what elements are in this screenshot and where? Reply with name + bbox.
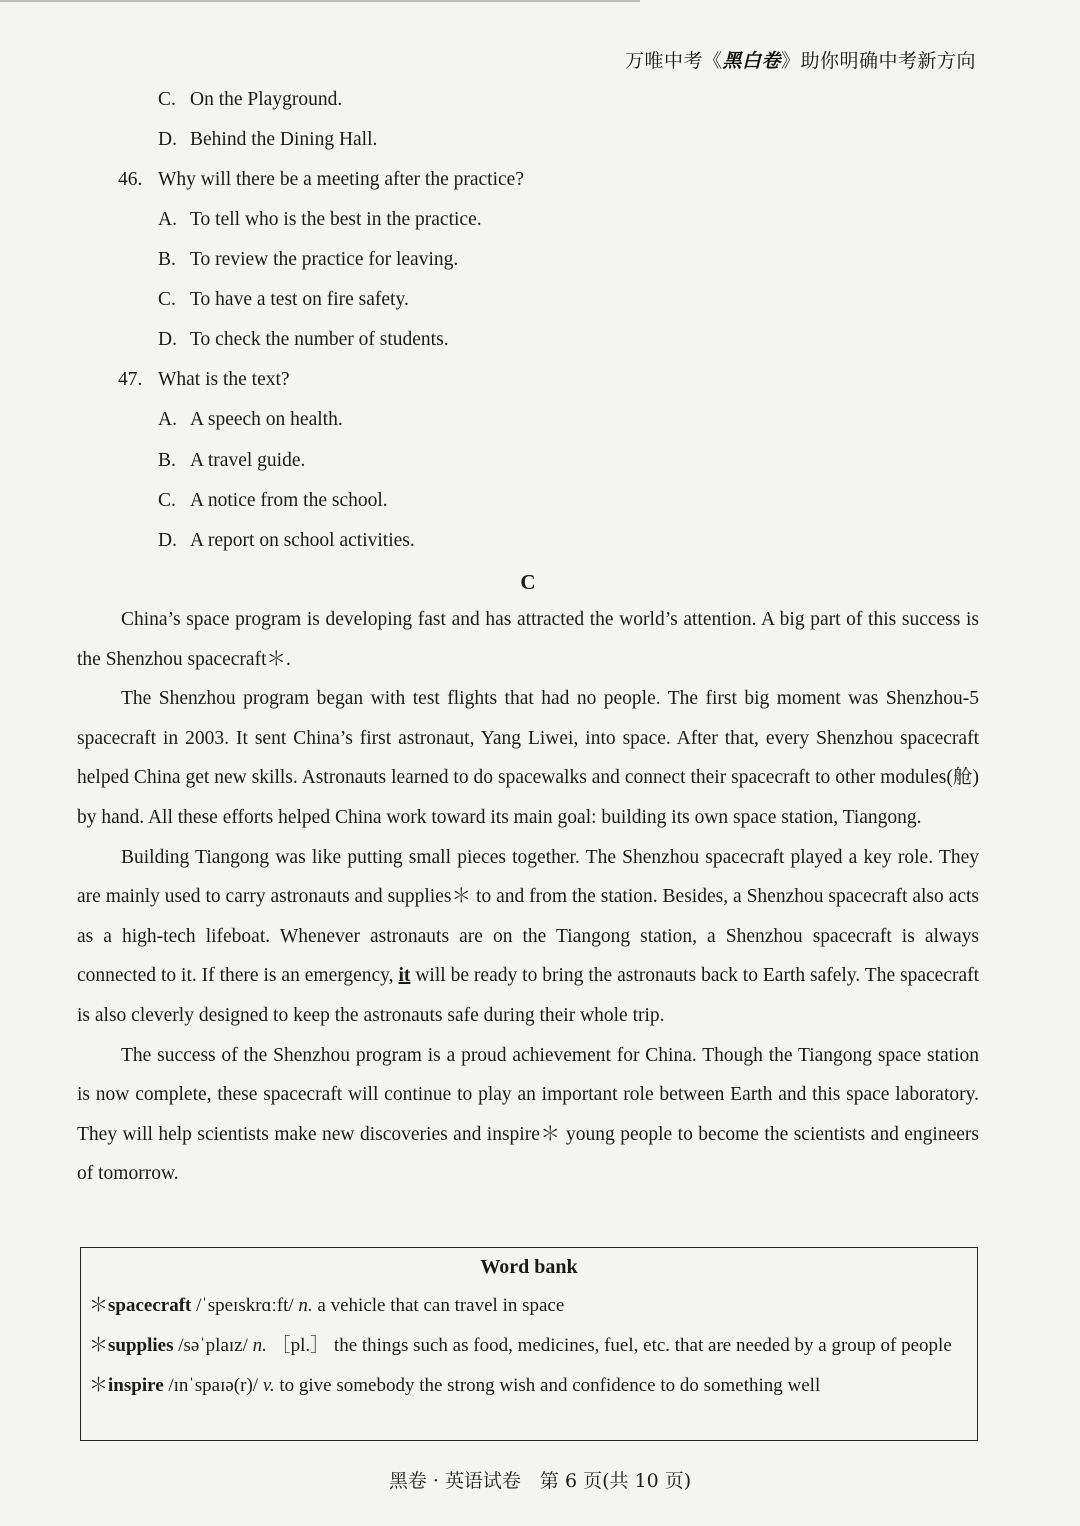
entry-pos: n. xyxy=(252,1335,267,1356)
question-number: 46. xyxy=(118,169,143,190)
passage-paragraph-2: The Shenzhou program began with test flights that had no people. The first big moment was Shenzhou-5 spacecraft in 2003. It sent China’s first astronaut, Yang Liwei, into space. After that, every Shenzhou spacecraft helped China get new skills. Astronauts learned to do spacewalks and connect their spacecraft to other modules(舱) by hand. All these efforts helped China work toward its main goal: building its own space station, Tiangong. xyxy=(77,688,979,828)
entry-pos: n. xyxy=(298,1295,313,1316)
word-bank-box xyxy=(80,1247,978,1441)
entry-word: inspire xyxy=(108,1375,164,1396)
question-number: 47. xyxy=(118,369,143,390)
option-text: A report on school activities. xyxy=(190,530,415,551)
option-text: A travel guide. xyxy=(190,450,306,471)
entry-definition: to give somebody the strong wish and confidence to do something well xyxy=(279,1375,821,1396)
word-bank-entry-inspire xyxy=(89,1366,969,1406)
option-text: To review the practice for leaving. xyxy=(190,249,459,270)
entry-definition: a vehicle that can travel in space xyxy=(317,1295,565,1316)
asterisk-mark: ＊ xyxy=(89,1335,109,1356)
question-text: What is the text? xyxy=(158,369,290,390)
option-text: To have a test on fire safety. xyxy=(190,289,409,310)
brand-text-pre: 万唯中考《 xyxy=(624,50,723,72)
question-47 xyxy=(118,370,290,390)
asterisk-mark: ＊ xyxy=(89,1375,109,1396)
q46-option-d xyxy=(158,330,449,350)
option-label: B. xyxy=(158,249,176,270)
prev-option-d xyxy=(158,130,377,150)
entry-phonetic: /səˈplaɪz/ xyxy=(178,1335,248,1356)
asterisk-mark: ＊ xyxy=(89,1295,109,1316)
option-label: A. xyxy=(158,209,177,230)
option-text: A speech on health. xyxy=(190,409,343,430)
option-text: Behind the Dining Hall. xyxy=(190,129,378,150)
q46-option-a xyxy=(158,210,482,230)
prev-option-c xyxy=(158,90,342,110)
q46-option-b xyxy=(158,250,458,270)
entry-phonetic: /ˈspeɪskrɑːft/ xyxy=(196,1295,294,1316)
passage-paragraph-4: The success of the Shenzhou program is a proud achievement for China. Though the Tiangong space station is now complete, these spacecraft will continue to play an important role between Earth and this space laboratory. They will help scientists make new discoveries and inspire＊ young people to become the scientists and engineers of tomorrow. xyxy=(77,1044,979,1185)
paragraph-3-part-2: will be ready to bring the astronauts back to Earth safely. The spacecraft is also cleverly designed to keep the astronauts safe during their whole trip. xyxy=(77,965,980,1026)
option-text: To check the number of students. xyxy=(190,329,449,350)
option-text: A notice from the school. xyxy=(190,490,388,511)
word-bank-entry-supplies xyxy=(89,1326,969,1366)
section-title: C xyxy=(520,570,536,594)
entry-word: supplies xyxy=(108,1335,174,1356)
option-label: D. xyxy=(158,530,177,551)
word-bank-title: Word bank xyxy=(480,1256,578,1278)
option-label: C. xyxy=(158,289,176,310)
paragraph-3-part-1: Building Tiangong was like putting small pieces together. The Shenzhou spacecraft played a key role. They are mainly used to carry astronauts and supplies＊ to and from the station. Besides, a Shenzhou spacecraft also acts as a high-tech lifeboat. Whenever astronauts are on the Tiangong station, a Shenzhou spacecraft is always connected to it. If there is an emergency, xyxy=(77,846,979,987)
option-label: B. xyxy=(158,450,176,471)
page-footer: 黑卷 · 英语试卷 第 6 页(共 10 页) xyxy=(388,1470,692,1492)
passage-paragraph-3 xyxy=(77,838,979,1036)
option-label: D. xyxy=(158,329,177,350)
entry-note: ［pl.］ xyxy=(271,1335,330,1356)
q47-option-a xyxy=(158,410,343,430)
option-label: A. xyxy=(158,409,177,430)
entry-definition: the things such as food, medicines, fuel, etc. that are needed by a group of people xyxy=(333,1335,952,1356)
option-text: To tell who is the best in the practice. xyxy=(190,209,482,230)
entry-pos: v. xyxy=(262,1375,275,1396)
option-label: C. xyxy=(158,490,176,511)
word-bank-entries xyxy=(89,1286,969,1406)
brand-header xyxy=(625,46,976,73)
scan-top-edge xyxy=(0,0,640,2)
q47-option-b xyxy=(158,451,305,471)
option-label: C. xyxy=(158,89,176,110)
entry-word: spacecraft xyxy=(108,1295,192,1316)
q47-option-d xyxy=(158,531,415,551)
q47-option-c xyxy=(158,491,388,511)
passage-paragraph-1: China’s space program is developing fast and has attracted the world’s attention. A big part of this success is the Shenzhou spacecraft＊. xyxy=(77,609,979,670)
brand-text-post: 》助你明确中考新方向 xyxy=(780,50,976,72)
brand-text-emphasis: 黑白卷 xyxy=(722,50,781,72)
underlined-word-it: it xyxy=(398,965,411,987)
q46-option-c xyxy=(158,290,409,310)
option-label: D. xyxy=(158,129,177,150)
word-bank-entry-spacecraft xyxy=(89,1286,969,1326)
question-46 xyxy=(118,170,524,190)
reading-passage xyxy=(77,600,979,1194)
entry-phonetic: /ɪnˈspaɪə(r)/ xyxy=(168,1375,259,1396)
option-text: On the Playground. xyxy=(190,89,343,110)
question-text: Why will there be a meeting after the practice? xyxy=(158,169,524,190)
